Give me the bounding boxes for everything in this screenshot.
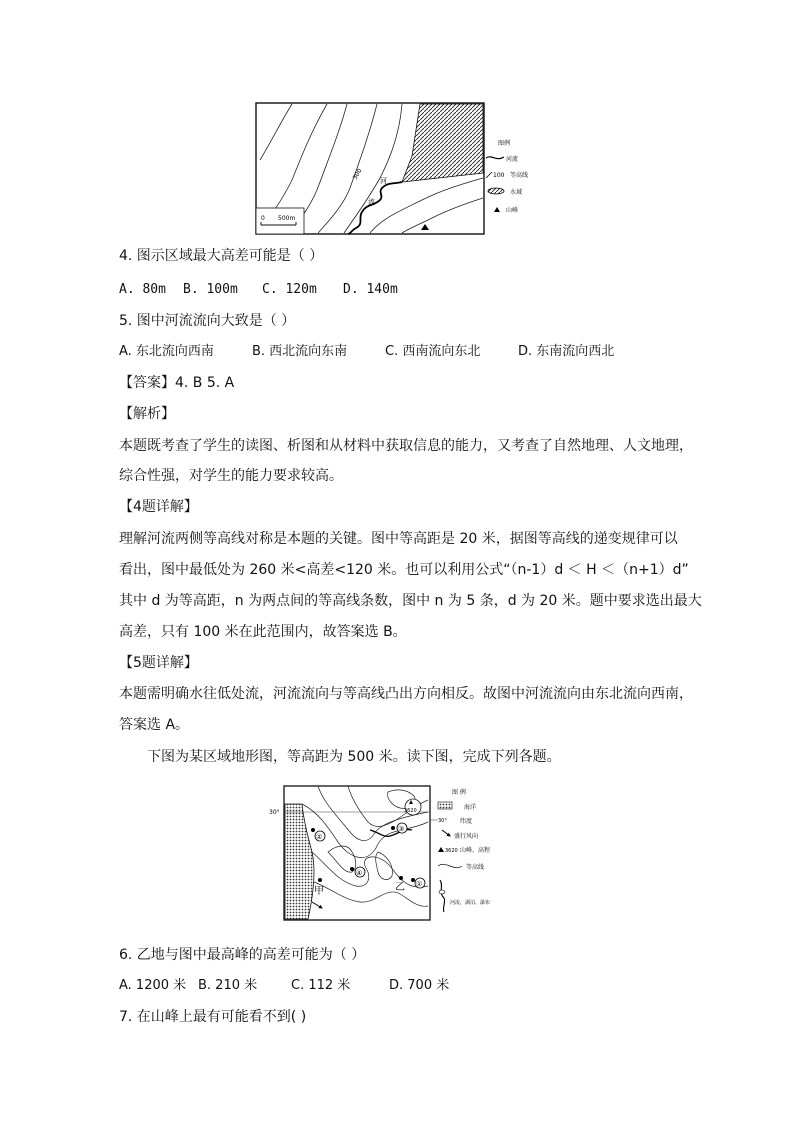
legend-title: 图例 xyxy=(498,140,511,147)
legend-peak-value: 3620 xyxy=(445,848,458,854)
detail-5-line: 本题需明确水往低处流，河流流向与等高线凸出方向相反。故图中河流流向由东北流向西南， xyxy=(119,686,693,702)
legend-water: 水域 xyxy=(510,189,523,196)
contour-map-river xyxy=(252,100,544,236)
question-5-stem: 5. 图中河流流向大致是（ ） xyxy=(119,313,296,329)
legend-river: 河流 xyxy=(506,156,519,163)
option-a: A. 1200 米 xyxy=(119,978,187,993)
option-b: B. 西北流向东南 xyxy=(252,344,348,359)
answer-line: 【答案】4. B 5. A xyxy=(119,375,235,391)
option-b: B. 210 米 xyxy=(198,978,258,993)
legend-wind-icon xyxy=(442,830,450,836)
analysis-heading: 【解析】 xyxy=(119,406,175,422)
detail-4-line: 看出，图中最低处为 260 米<高差<120 米。也可以利用公式“（n-1）d ＜ H ＜（n+1）d” xyxy=(119,562,689,578)
question-6-stem: 6. 乙地与图中最高峰的高差可能为（ ） xyxy=(119,947,366,963)
marker-4: ④ xyxy=(356,869,363,877)
option-a: A. 东北流向西南 xyxy=(119,344,214,359)
option-c: C. 120m xyxy=(262,282,317,297)
terrain-map xyxy=(268,782,504,922)
legend-title: 图 例 xyxy=(452,789,466,796)
legend-peak-icon xyxy=(494,207,500,212)
detail-4-line: 理解河流两侧等高线对称是本题的关键。图中等高距是 20 米，据图等高线的递变规律可以 xyxy=(119,531,678,547)
legend-latitude: 纬度 xyxy=(460,818,473,825)
legend-river: 河流、湖泊、瀑布 xyxy=(450,900,491,906)
detail-4-line: 其中 d 为等高距，n 为两点间的等高线条数，图中 n 为 5 条，d 为 20 米。题中要求选出最大 xyxy=(119,593,702,609)
legend-peak: 山峰 xyxy=(506,207,519,214)
intro-paragraph: 下图为某区域地形图，等高距为 500 米。读下图，完成下列各题。 xyxy=(147,749,561,765)
option-d: D. 700 米 xyxy=(389,978,450,993)
legend-peak-icon xyxy=(438,847,444,852)
legend-contour-icon xyxy=(486,172,492,178)
detail-4-line: 高差，只有 100 米在此范围内，故答案选 B。 xyxy=(119,624,407,640)
option-c: C. 西南流向东北 xyxy=(385,344,481,359)
question-4-stem: 4. 图示区域最大高差可能是（ ） xyxy=(119,248,324,264)
latitude-label: 30° xyxy=(269,809,280,816)
marker-2: ② xyxy=(316,833,323,841)
legend-peak: 山峰、高程 xyxy=(460,847,491,854)
legend-contour: 等高线 xyxy=(510,172,529,179)
legend-river-icon xyxy=(440,880,445,912)
scale-zero: 0 xyxy=(261,215,265,222)
place-yi: 乙 xyxy=(395,882,405,893)
river-label: 流 xyxy=(368,198,375,206)
peak-elevation: 3620 xyxy=(404,808,417,814)
analysis-line: 本题既考查了学生的读图、析图和从材料中获取信息的能力，又考查了自然地理、人文地理， xyxy=(119,438,693,454)
legend-river-icon xyxy=(486,157,504,159)
legend-ocean: 海洋 xyxy=(464,804,477,811)
marker-3: ③ xyxy=(398,825,405,833)
scale-value: 500m xyxy=(278,215,296,222)
option-d: D. 140m xyxy=(343,282,398,297)
analysis-line: 综合性强，对学生的能力要求较高。 xyxy=(119,468,343,484)
option-b: B. 100m xyxy=(183,282,238,297)
legend-lat-value: 30° xyxy=(438,818,447,824)
option-c: C. 112 米 xyxy=(291,978,351,993)
question-7-stem: 7. 在山峰上最有可能看不到( ) xyxy=(119,1009,307,1025)
place-jia: 甲 xyxy=(314,886,324,897)
river-label: 河 xyxy=(380,177,387,185)
marker-1: ① xyxy=(416,880,423,888)
contour-value-label: 300 xyxy=(351,167,364,181)
detail-5-line: 答案选 A。 xyxy=(119,717,190,733)
option-d: D. 东南流向西北 xyxy=(518,344,615,359)
legend-contour-icon xyxy=(438,864,462,867)
detail-5-heading: 【5题详解】 xyxy=(119,655,198,671)
option-a: A. 80m xyxy=(119,282,166,297)
legend-wind: 盛行风向 xyxy=(454,833,479,840)
detail-4-heading: 【4题详解】 xyxy=(119,499,198,515)
legend-contour-value: 100 xyxy=(493,172,505,179)
legend-contour: 等高线 xyxy=(466,864,485,871)
legend-water-icon xyxy=(488,188,504,194)
